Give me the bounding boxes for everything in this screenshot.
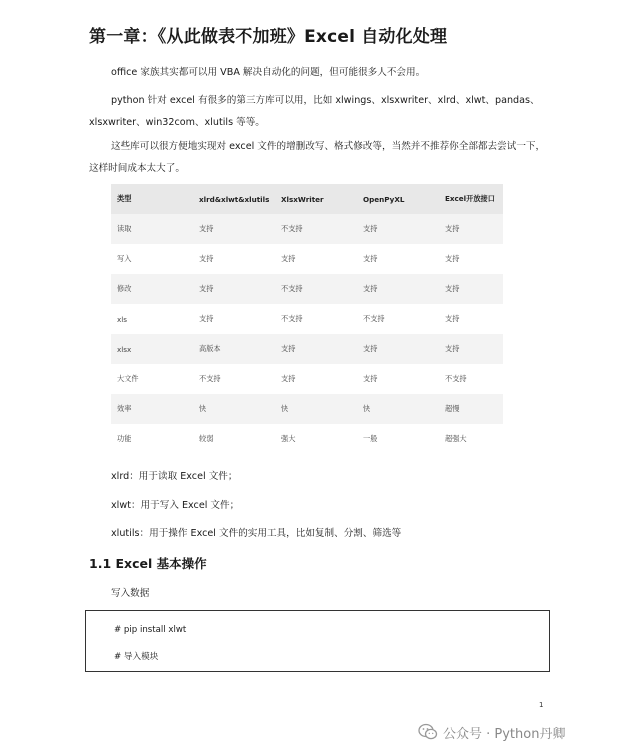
table-cell: 不支持 (275, 214, 357, 244)
account-label: 公众号 · Python丹卿 (443, 726, 566, 742)
table-row (111, 364, 503, 394)
note-xlwt: xlwt：用于写入 Excel 文件； (111, 500, 240, 511)
table-cell: 不支持 (275, 304, 357, 334)
header-xlsxwriter: XlsxWriter (275, 184, 357, 214)
table-cell: 快 (357, 394, 439, 424)
chapter-title: 第一章：《从此做表不加班》Excel 自动化处理 (89, 27, 448, 47)
table-cell: 支持 (193, 274, 275, 304)
table-row (111, 214, 503, 244)
page-number: 1 (539, 701, 544, 709)
header-xlrd: xlrd&xlwt&xlutils (193, 184, 275, 214)
table-cell: 支持 (439, 214, 503, 244)
wechat-icon (418, 723, 438, 741)
table-cell: 不支持 (357, 304, 439, 334)
intro-paragraph-2: python 针对 excel 有很多的第三方库可以用，比如 xlwings、xlsxwriter、xlrd、xlwt、pandas、xlsxwriter、win32com、xlutils 等等。 (89, 95, 540, 128)
table-row (111, 394, 503, 424)
table-cell: 写入 (111, 244, 193, 274)
table-cell: 支持 (357, 334, 439, 364)
intro-paragraph-1: office 家族其实都可以用 VBA 解决自动化的问题，但可能很多人不会用。 (111, 67, 426, 78)
table-row (111, 274, 503, 304)
table-row (111, 244, 503, 274)
table-cell: 快 (193, 394, 275, 424)
table-cell: 大文件 (111, 364, 193, 394)
section-heading: 1.1 Excel 基本操作 (89, 556, 207, 571)
table-cell: 高版本 (193, 334, 275, 364)
note-xlutils: xlutils：用于操作 Excel 文件的实用工具，比如复制、分割、筛选等 (111, 528, 402, 539)
table-cell: 支持 (193, 304, 275, 334)
write-data-label: 写入数据 (111, 588, 150, 599)
table-cell: 支持 (357, 364, 439, 394)
intro-paragraph-3: 这些库可以很方便地实现对 excel 文件的增删改写、格式修改等，当然并不推荐你全部都去尝试一下，这样时间成本太大了。 (89, 141, 546, 174)
table-cell: 读取 (111, 214, 193, 244)
code-line-import: # 导入模块 (114, 652, 159, 662)
table-cell: 支持 (357, 214, 439, 244)
table-cell: 支持 (439, 304, 503, 334)
table-cell: 超慢 (439, 394, 503, 424)
table-cell: xlsx (111, 334, 193, 364)
table-cell: 支持 (439, 274, 503, 304)
note-xlrd: xlrd：用于读取 Excel 文件； (111, 471, 238, 482)
table-header-row (111, 184, 503, 214)
table-cell: 超强大 (439, 424, 503, 454)
header-excel-api: Excel开放接口 (439, 184, 503, 214)
table-cell: 一般 (357, 424, 439, 454)
table-row (111, 424, 503, 454)
table-cell: 支持 (275, 364, 357, 394)
table-row (111, 334, 503, 364)
table-cell: 较弱 (193, 424, 275, 454)
table-cell: 快 (275, 394, 357, 424)
table-cell: 不支持 (439, 364, 503, 394)
table-cell: 支持 (357, 244, 439, 274)
table-cell: 支持 (439, 334, 503, 364)
table-cell: 支持 (193, 214, 275, 244)
library-comparison-table (111, 184, 503, 454)
table-cell: 支持 (275, 334, 357, 364)
table-row (111, 304, 503, 334)
table-cell: 支持 (193, 244, 275, 274)
table-cell: 不支持 (275, 274, 357, 304)
table-cell: 功能 (111, 424, 193, 454)
table-cell: 支持 (275, 244, 357, 274)
table-cell: xls (111, 304, 193, 334)
table-cell: 支持 (439, 244, 503, 274)
table-cell: 效率 (111, 394, 193, 424)
wechat-account-footer (418, 720, 565, 744)
table-cell: 修改 (111, 274, 193, 304)
code-line-install: # pip install xlwt (114, 625, 187, 635)
code-block (85, 610, 550, 672)
table-cell: 强大 (275, 424, 357, 454)
table-cell: 支持 (357, 274, 439, 304)
table-cell: 不支持 (193, 364, 275, 394)
header-openpyxl: OpenPyXL (357, 184, 439, 214)
header-type: 类型 (111, 184, 193, 214)
